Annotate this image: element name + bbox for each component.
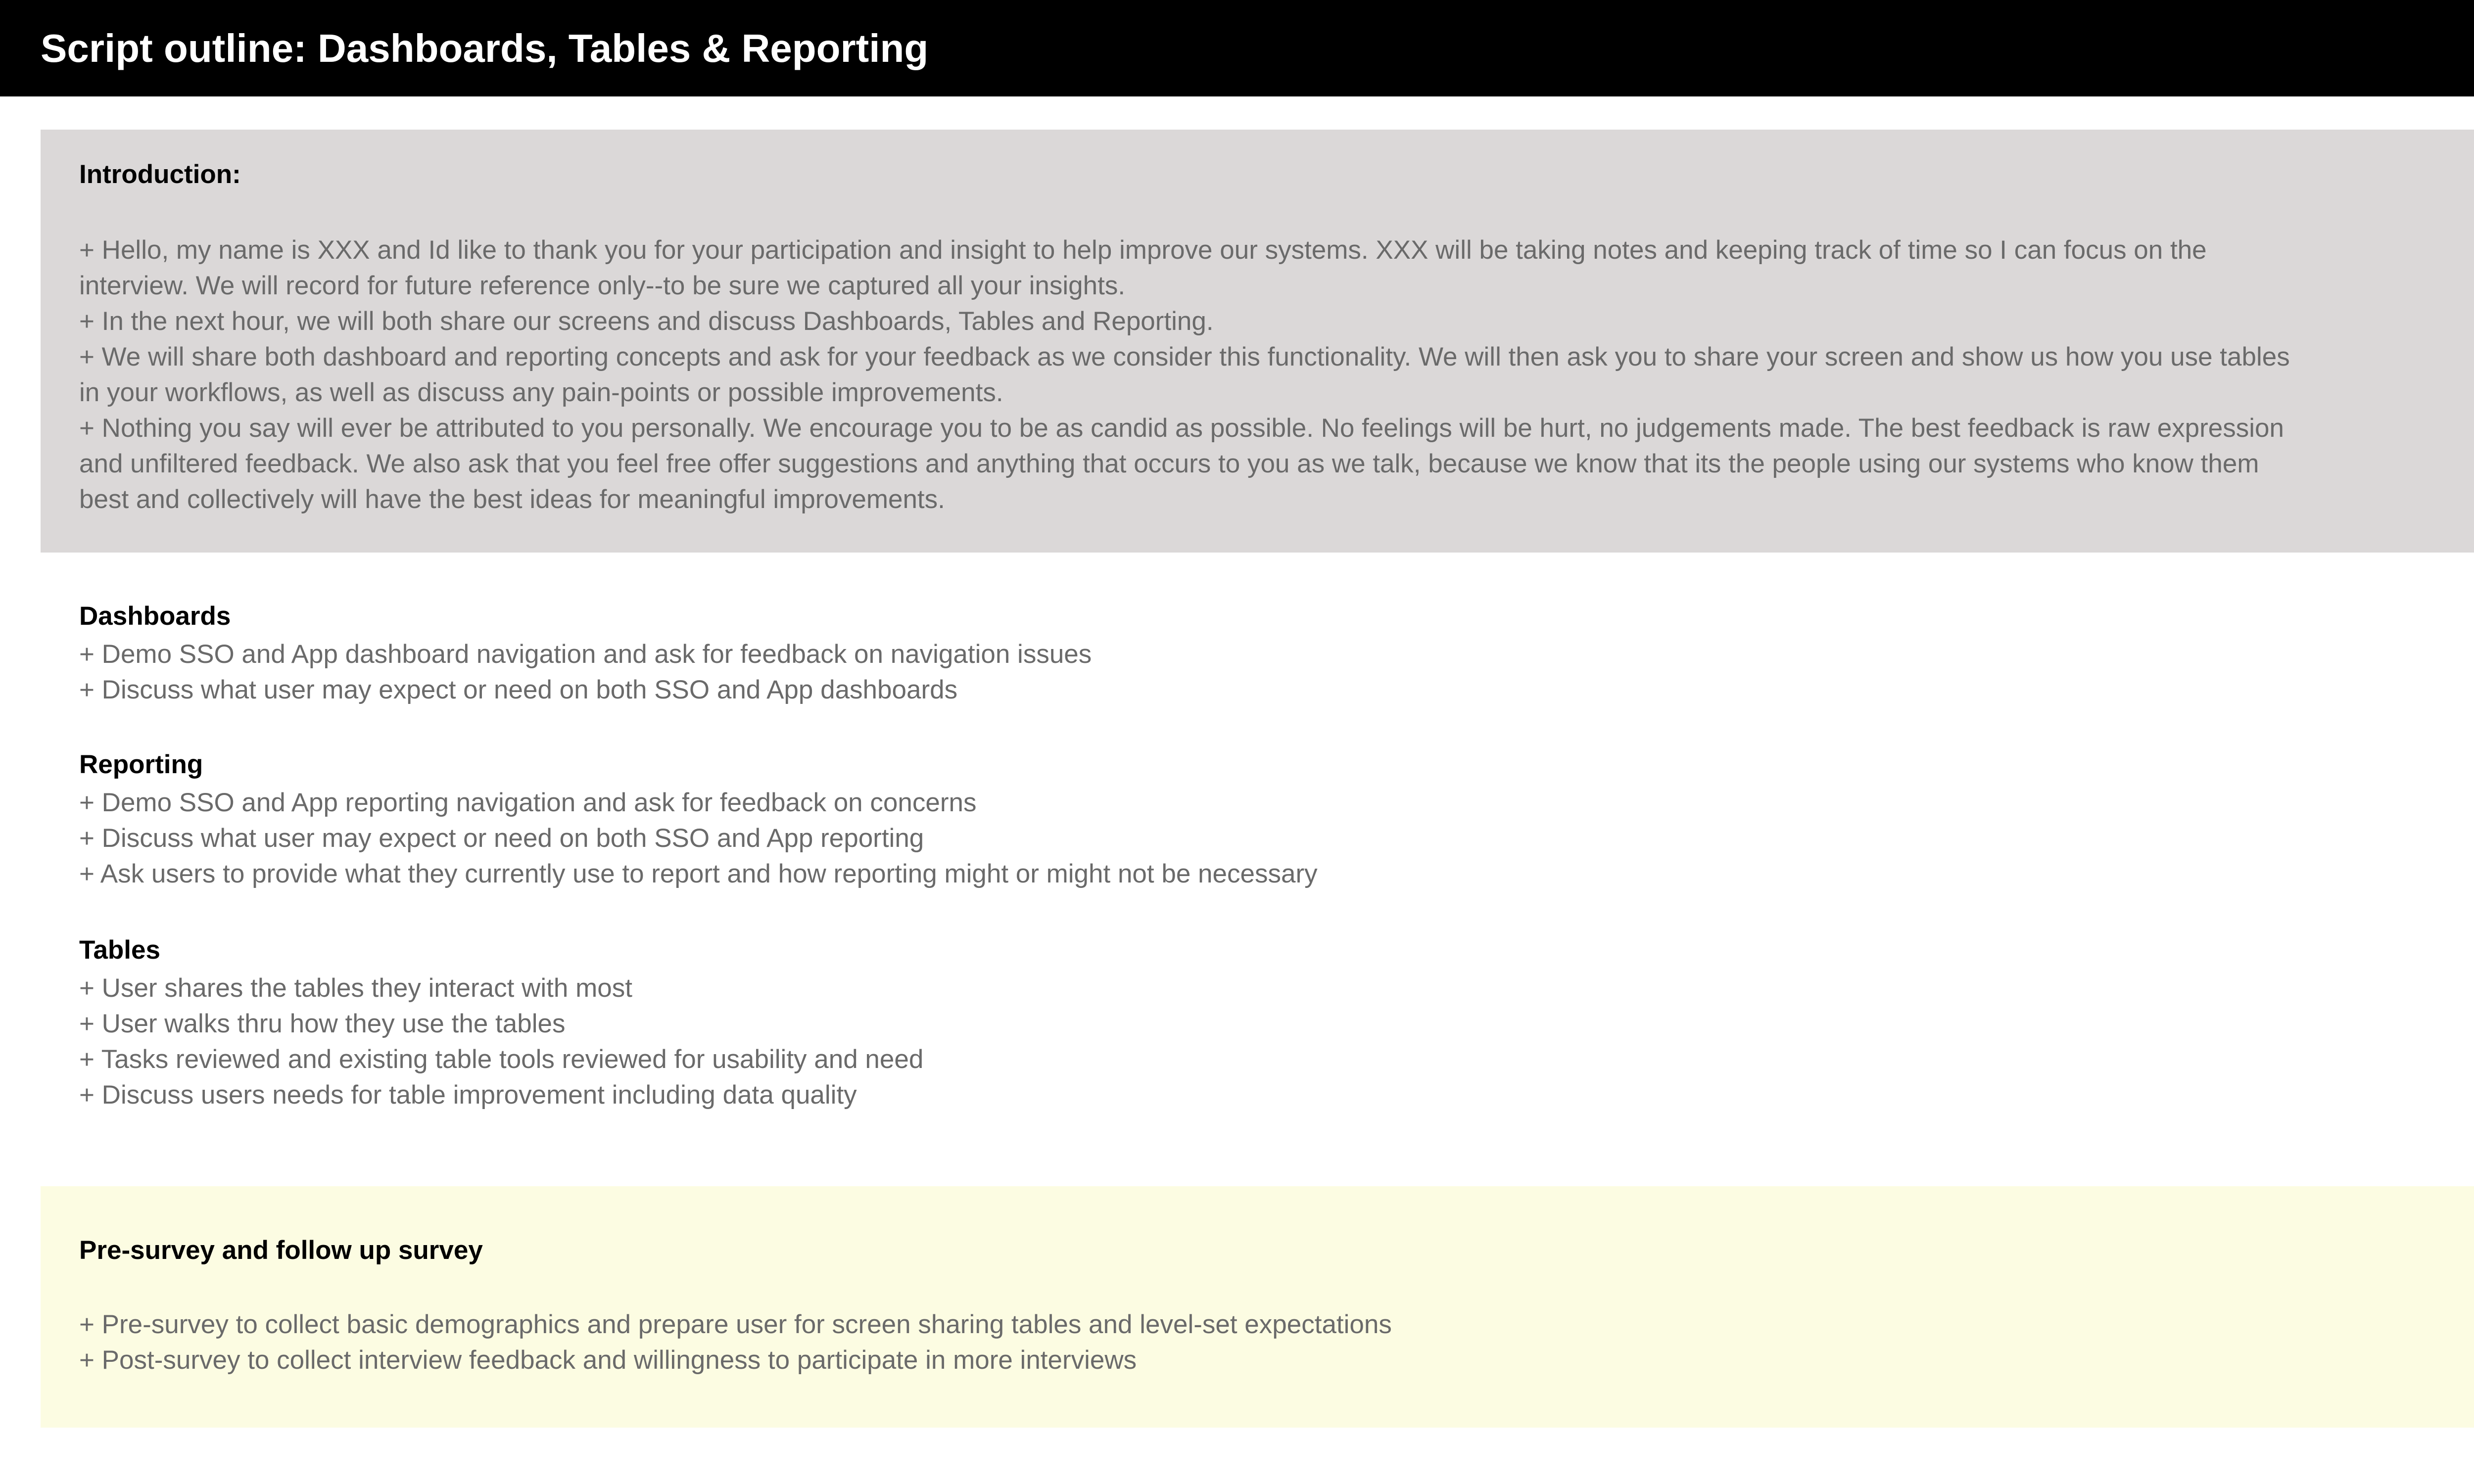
tables-item: + Tasks reviewed and existing table tools reviewed for usability and need: [79, 1045, 924, 1074]
reporting-item: + Discuss what user may expect or need on both SSO and App reporting: [79, 824, 924, 853]
title-bar: [0, 0, 2474, 96]
introduction-line: interview. We will record for future reference only--to be sure we captured all your insights.: [79, 271, 1126, 300]
tables-list: [79, 971, 2405, 1113]
introduction-line: best and collectively will have the best ideas for meaningful improvements.: [79, 485, 945, 514]
dashboards-item: + Discuss what user may expect or need on both SSO and App dashboards: [79, 675, 958, 704]
tables-item: + User walks thru how they use the tables: [79, 1009, 566, 1038]
introduction-line: + Hello, my name is XXX and Id like to thank you for your participation and insight to help improve our systems. XXX will be taking notes and keeping track of time so I can focus on the: [79, 235, 2207, 265]
survey-heading: Pre-survey and follow up survey: [79, 1236, 483, 1265]
slide-title: Script outline: Dashboards, Tables & Reporting: [41, 26, 929, 70]
dashboards-list: [79, 637, 2405, 708]
reporting-heading: Reporting: [79, 750, 203, 779]
dashboards-item: + Demo SSO and App dashboard navigation and ask for feedback on navigation issues: [79, 640, 1092, 669]
dashboards-heading: Dashboards: [79, 602, 231, 631]
survey-item: + Pre-survey to collect basic demographics and prepare user for screen sharing tables and level-set expectations: [79, 1310, 1392, 1339]
reporting-item: + Ask users to provide what they currently use to report and how reporting might or might not be necessary: [79, 859, 1318, 888]
introduction-body: [79, 232, 2405, 517]
introduction-line: in your workflows, as well as discuss any pain-points or possible improvements.: [79, 378, 1003, 407]
tables-item: + Discuss users needs for table improvement including data quality: [79, 1080, 857, 1110]
reporting-list: [79, 785, 2405, 892]
introduction-line: and unfiltered feedback. We also ask that you feel free offer suggestions and anything that occurs to you as we talk, because we know that its the people using our systems who know them: [79, 449, 2259, 478]
introduction-line: + Nothing you say will ever be attributed to you personally. We encourage you to be as candid as possible. No feelings will be hurt, no judgements made. The best feedback is raw expression: [79, 414, 2284, 443]
tables-heading: Tables: [79, 935, 160, 965]
introduction-line: + We will share both dashboard and reporting concepts and ask for your feedback as we consider this functionality. We will then ask you to share your screen and show us how you use tables: [79, 342, 2290, 371]
survey-item: + Post-survey to collect interview feedback and willingness to participate in more interviews: [79, 1345, 1137, 1375]
tables-item: + User shares the tables they interact with most: [79, 974, 632, 1003]
reporting-item: + Demo SSO and App reporting navigation and ask for feedback on concerns: [79, 788, 977, 817]
introduction-heading: Introduction:: [79, 160, 241, 189]
survey-list: [79, 1307, 2405, 1378]
introduction-line: + In the next hour, we will both share our screens and discuss Dashboards, Tables and Reporting.: [79, 307, 1214, 336]
